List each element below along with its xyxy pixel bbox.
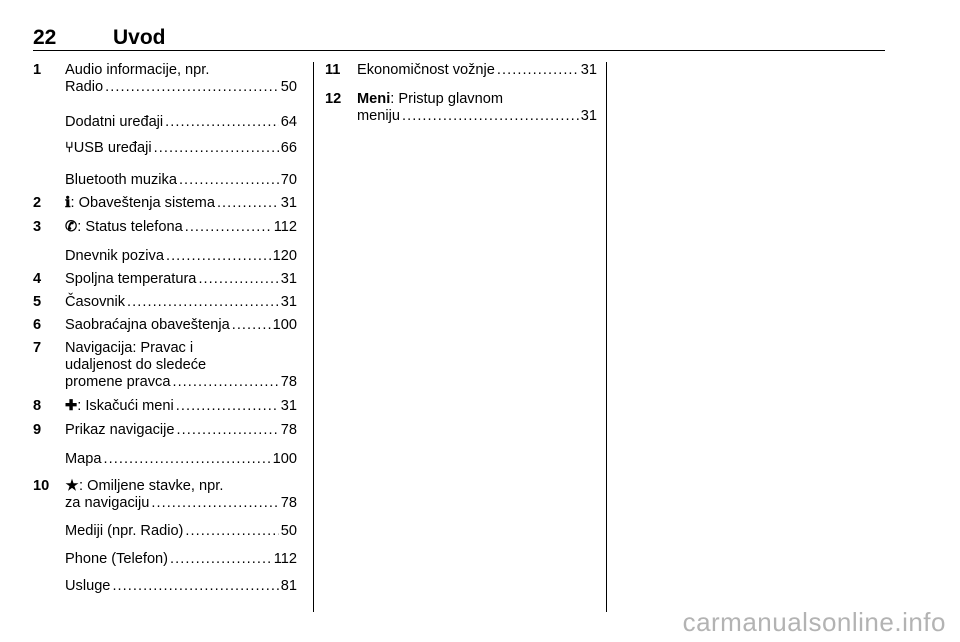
entry-text	[65, 451, 297, 468]
entry-text	[65, 398, 297, 415]
entry-text	[65, 340, 297, 391]
entry-last-line	[65, 551, 297, 568]
entry-line	[65, 340, 297, 357]
page-reference[interactable]: 112	[273, 219, 297, 235]
entry-last-line	[65, 422, 297, 439]
entry-number: 4	[33, 271, 42, 287]
page-number: 22	[33, 26, 57, 49]
entry-line-text: Audio informacije, npr.	[65, 62, 210, 78]
leader-dots	[127, 294, 279, 311]
entry-last-line	[65, 140, 297, 157]
page-reference[interactable]: 31	[580, 62, 597, 78]
column-divider	[313, 62, 314, 612]
entry-last-line	[65, 523, 297, 540]
entry-label: promene pravca	[65, 374, 171, 390]
entry-label: Dnevnik poziva	[65, 248, 164, 264]
entry-bold-lead: Meni	[357, 91, 391, 107]
entry-label: USB uređaji	[73, 140, 152, 156]
entry-last-line	[65, 195, 297, 212]
entry-last-line	[65, 172, 297, 189]
leader-dots	[170, 551, 272, 568]
entry-label: Mapa	[65, 451, 102, 467]
entry-last-line	[65, 219, 297, 236]
entry-label: meniju	[357, 108, 400, 124]
page-reference[interactable]: 120	[272, 248, 297, 264]
leader-dots	[232, 317, 271, 334]
entry-text	[357, 62, 597, 79]
entry-number: 10	[33, 478, 50, 494]
entry-label: Spoljna temperatura	[65, 271, 197, 287]
entry-number: 5	[33, 294, 42, 310]
leader-dots	[105, 79, 279, 96]
star-icon: ★	[65, 478, 79, 494]
entry-text	[65, 195, 297, 212]
entry-text	[357, 91, 597, 125]
entry-last-line	[65, 374, 297, 391]
entry-text	[65, 271, 297, 288]
page-reference[interactable]: 31	[280, 195, 297, 211]
leader-dots	[198, 271, 278, 288]
entry-last-line	[357, 62, 597, 79]
entry-label: Prikaz navigacije	[65, 422, 175, 438]
entry-text	[65, 62, 297, 96]
leader-dots	[165, 114, 279, 131]
page-reference[interactable]: 70	[280, 172, 297, 188]
page-reference[interactable]: 31	[280, 271, 297, 287]
entry-last-line	[65, 248, 297, 265]
page-reference[interactable]: 78	[280, 422, 297, 438]
page-reference[interactable]: 64	[280, 114, 297, 130]
leader-dots	[154, 140, 279, 157]
page-reference[interactable]: 31	[280, 398, 297, 414]
entry-line-text: Navigacija: Pravac i	[65, 340, 194, 356]
page-header	[33, 26, 885, 51]
entry-last-line	[65, 495, 297, 512]
leader-dots	[185, 219, 272, 236]
entry-text	[65, 523, 297, 540]
leader-dots	[217, 195, 279, 212]
entry-text	[65, 114, 297, 131]
entry-number: 11	[325, 62, 341, 78]
plus-icon: ✚	[65, 398, 78, 414]
entry-number: 3	[33, 219, 42, 235]
entry-last-line	[65, 294, 297, 311]
entry-label: Usluge	[65, 578, 111, 594]
entry-text	[65, 578, 297, 595]
leader-dots	[112, 578, 278, 595]
entry-last-line	[65, 114, 297, 131]
entry-label: Bluetooth muzika	[65, 172, 177, 188]
chapter-title: Uvod	[113, 26, 166, 49]
leader-dots	[151, 495, 278, 512]
entry-number: 2	[33, 195, 42, 211]
entry-label: Časovnik	[65, 294, 126, 310]
leader-dots	[176, 398, 279, 415]
page-reference[interactable]: 66	[280, 140, 297, 156]
entry-number: 8	[33, 398, 42, 414]
entry-number: 9	[33, 422, 42, 438]
leader-dots	[166, 248, 271, 265]
column-divider	[606, 62, 607, 612]
leader-dots	[104, 451, 271, 468]
entry-number: 12	[325, 91, 342, 107]
page-reference[interactable]: 78	[280, 374, 297, 390]
entry-last-line	[65, 451, 297, 468]
page-reference[interactable]: 81	[280, 578, 297, 594]
entry-line	[65, 62, 297, 79]
entry-text	[65, 551, 297, 568]
entry-text	[65, 422, 297, 439]
entry-line-text: : Omiljene stavke, npr.	[79, 478, 224, 494]
entry-text	[65, 248, 297, 265]
entry-label: : Obaveštenja sistema	[70, 195, 215, 211]
entry-text	[65, 294, 297, 311]
entry-label: : Status telefona	[77, 219, 183, 235]
entry-label: za navigaciju	[65, 495, 150, 511]
page-reference[interactable]: 100	[272, 317, 297, 333]
entry-text	[65, 140, 297, 157]
page-reference[interactable]: 100	[272, 451, 297, 467]
page-reference[interactable]: 31	[280, 294, 297, 310]
phone-icon: ✆	[65, 219, 78, 235]
entry-last-line	[65, 398, 297, 415]
page-reference[interactable]: 31	[580, 108, 597, 124]
entry-label: Phone (Telefon)	[65, 551, 169, 567]
entry-line	[357, 91, 597, 108]
entry-line-text: : Pristup glavnom	[390, 91, 503, 107]
leader-dots	[179, 172, 279, 189]
entry-label: Ekonomičnost vožnje	[357, 62, 495, 78]
info-icon: ℹ	[65, 195, 71, 211]
entry-label: Dodatni uređaji	[65, 114, 164, 130]
page-reference[interactable]: 50	[280, 79, 297, 95]
entry-label: : Iskačući meni	[77, 398, 174, 414]
leader-dots	[402, 108, 579, 125]
entry-number: 1	[33, 62, 42, 78]
entry-last-line	[65, 317, 297, 334]
entry-number: 6	[33, 317, 42, 333]
entry-label: Saobraćajna obaveštenja	[65, 317, 230, 333]
entry-last-line	[65, 578, 297, 595]
entry-label: Radio	[65, 79, 104, 95]
entry-text	[65, 478, 297, 512]
leader-dots	[497, 62, 579, 79]
entry-text	[65, 219, 297, 236]
usb-icon: ⑂	[65, 140, 74, 156]
entry-line-text: udaljenost do sledeće	[65, 357, 207, 373]
entry-text	[65, 317, 297, 334]
entry-last-line	[65, 79, 297, 96]
leader-dots	[172, 374, 278, 391]
leader-dots	[177, 422, 279, 439]
entry-line	[65, 357, 297, 374]
watermark: carmanualsonline.info	[682, 607, 946, 637]
leader-dots	[185, 523, 278, 540]
entry-line	[65, 478, 297, 495]
entry-last-line	[357, 108, 597, 125]
page-reference[interactable]: 50	[280, 523, 297, 539]
page-reference[interactable]: 112	[273, 551, 297, 567]
entry-label: Mediji (npr. Radio)	[65, 523, 184, 539]
entry-number: 7	[33, 340, 42, 356]
page-reference[interactable]: 78	[280, 495, 297, 511]
entry-text	[65, 172, 297, 189]
entry-last-line	[65, 271, 297, 288]
